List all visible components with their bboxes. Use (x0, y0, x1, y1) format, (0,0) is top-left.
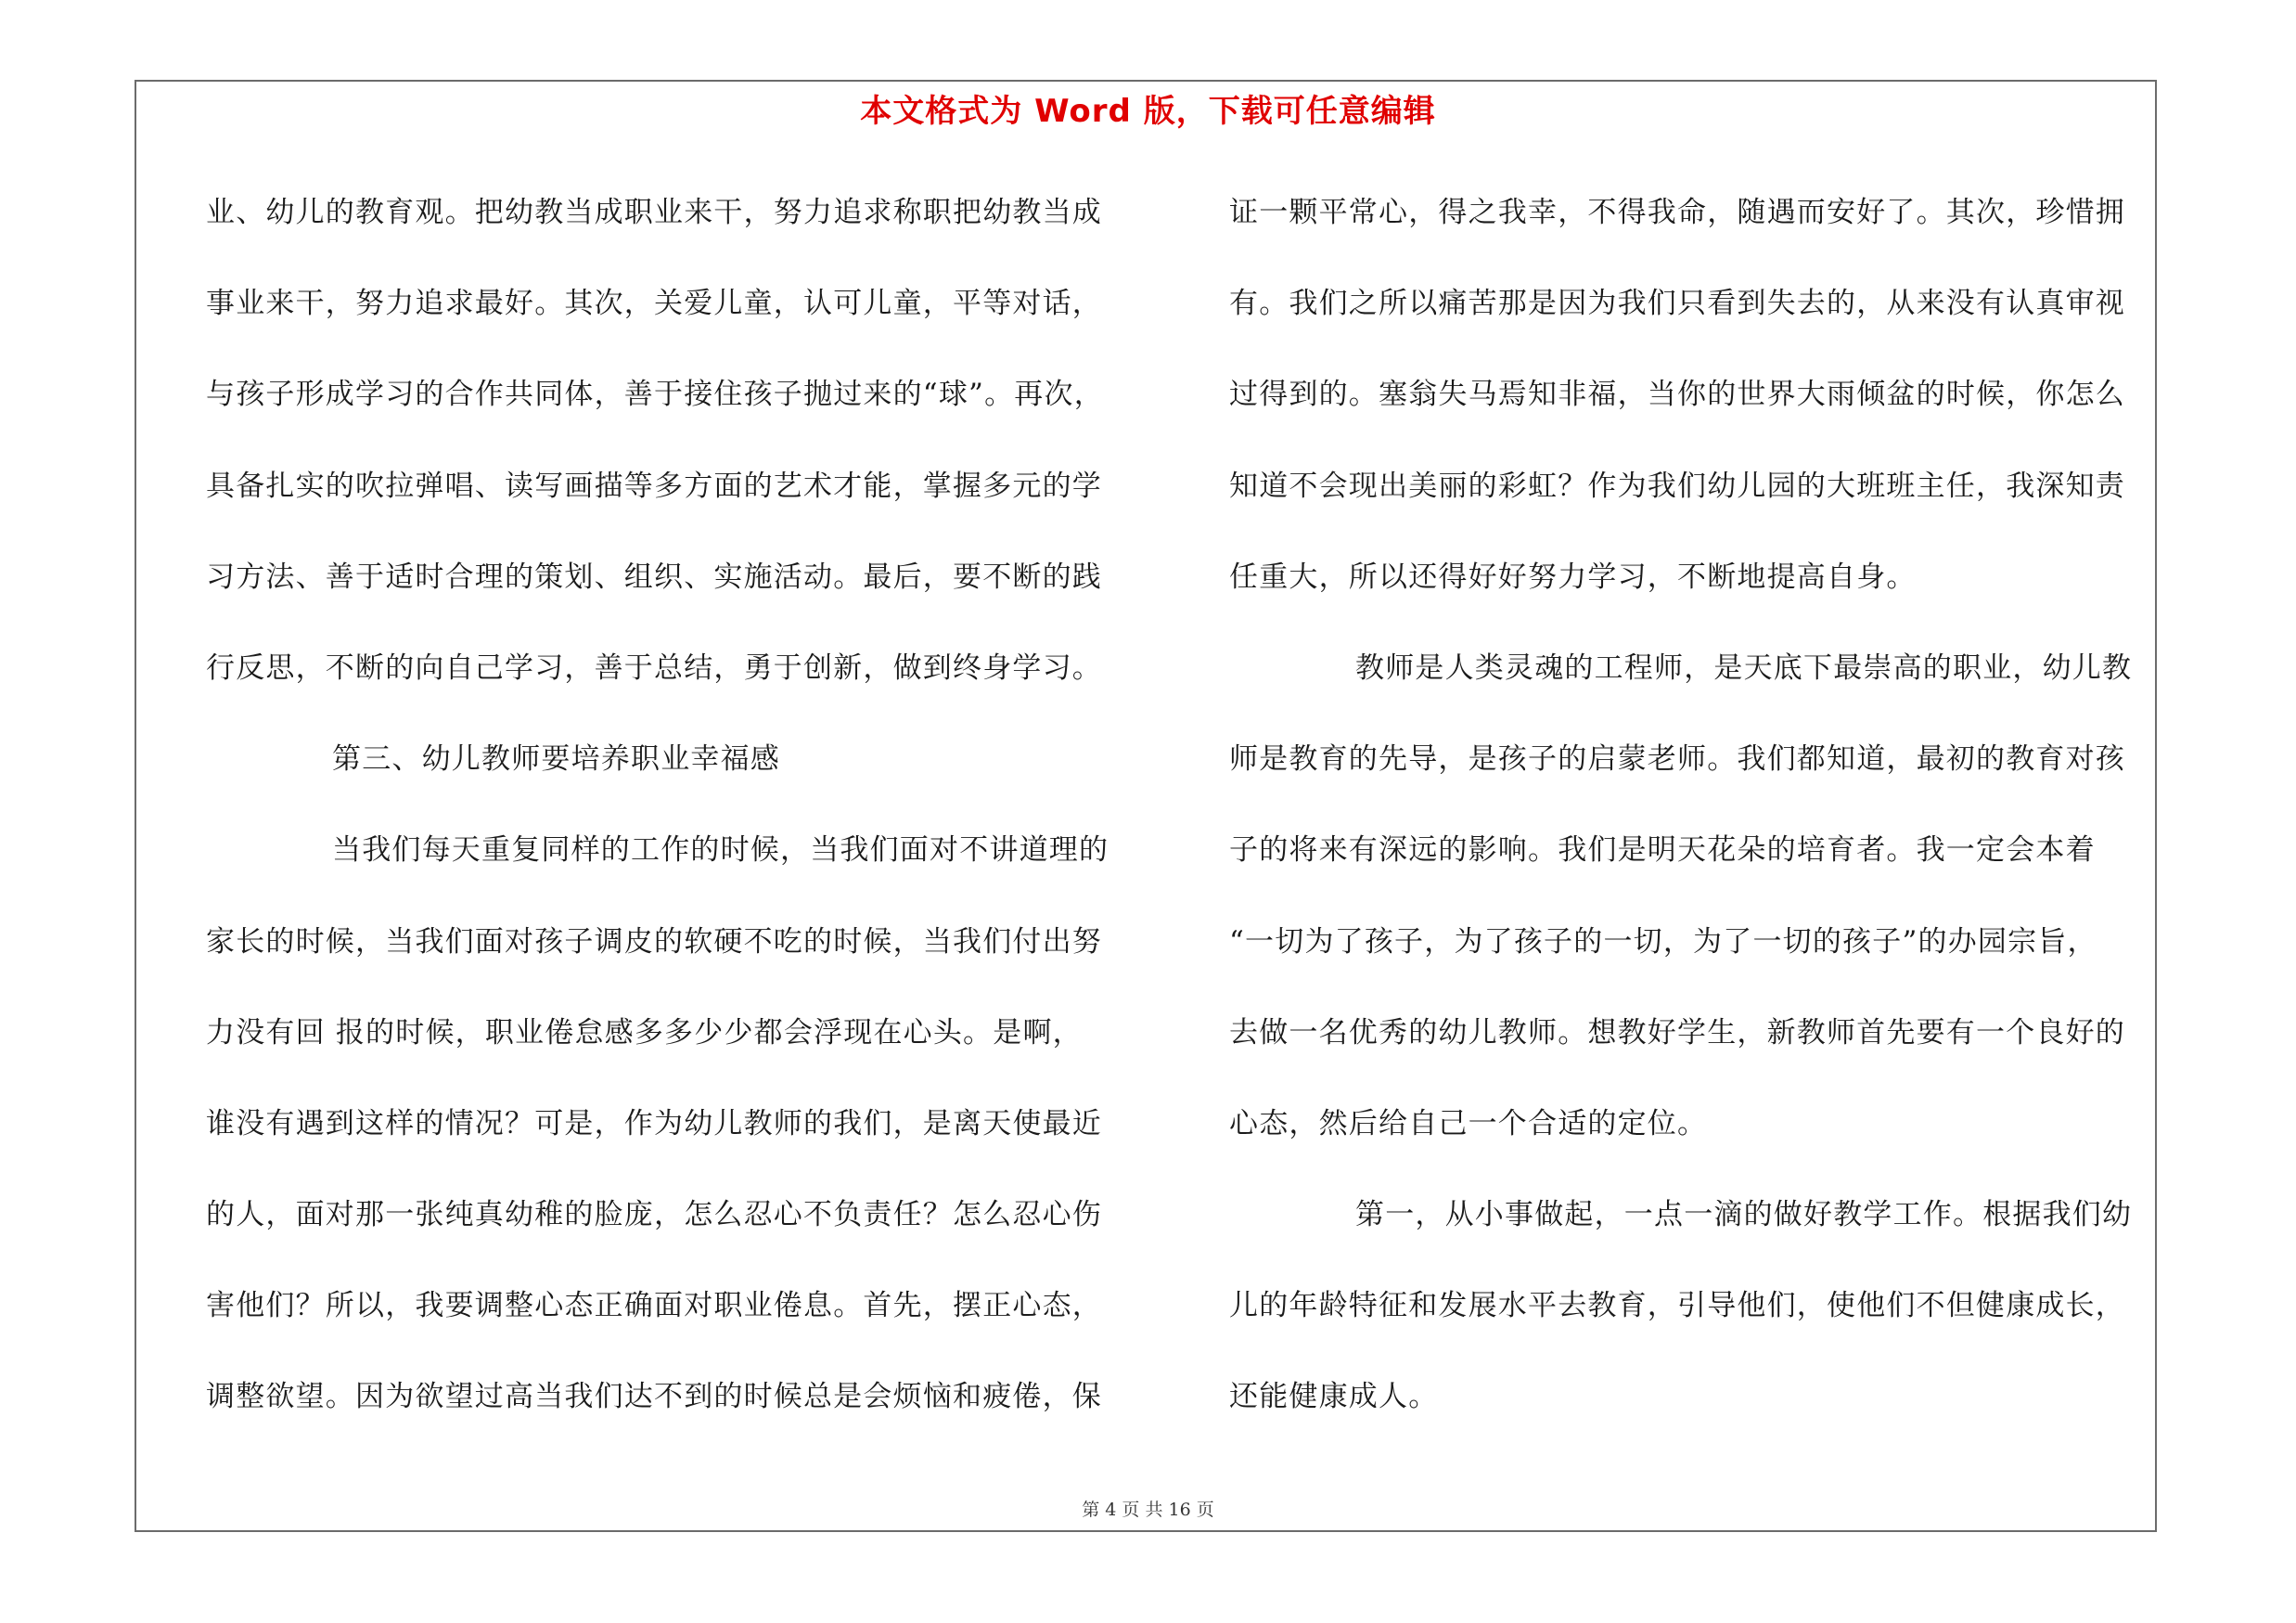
right-text-column (1229, 185, 2152, 1461)
text-line: 过得到的。塞翁失马焉知非福，当你的世界大雨倾盆的时候，你怎么 (1229, 378, 2125, 412)
text-line: 儿的年龄特征和发展水平去教育，引导他们，使他们不但健康成长， (1229, 1289, 2125, 1323)
text-line: 与孩子形成学习的合作共同体，善于接住孩子抛过来的“球”。再次， (206, 378, 1104, 412)
page-number-footer: 第 4 页 共 16 页 (1082, 1500, 1214, 1520)
text-line: 力没有回 报的时候，职业倦怠感多多少少都会浮现在心头。是啊， (206, 1015, 1083, 1050)
text-line: 害他们？所以，我要调整心态正确面对职业倦息。首先，摆正心态， (206, 1289, 1102, 1323)
text-line: 子的将来有深远的影响。我们是明天花朵的培育者。我一定会本着 (1229, 833, 2096, 868)
text-line: 还能健康成人。 (1229, 1380, 1439, 1414)
paragraph-start-line: 当我们每天重复同样的工作的时候，当我们面对不讲道理的 (332, 833, 1110, 868)
text-line: 谁没有遇到这样的情况？可是，作为幼儿教师的我们，是离天使最近 (206, 1106, 1102, 1140)
paragraph-start-line: 第一，从小事做起，一点一滴的做好教学工作。根据我们幼 (1355, 1198, 2133, 1232)
text-line: 任重大，所以还得好好努力学习，不断地提高自身。 (1229, 560, 1917, 594)
paragraph-start-line: 教师是人类灵魂的工程师，是天底下最崇高的职业，幼儿教 (1355, 650, 2133, 685)
text-line: 调整欲望。因为欲望过高当我们达不到的时候总是会烦恼和疲倦，保 (206, 1380, 1102, 1414)
text-line: 师是教育的先导，是孩子的启蒙老师。我们都知道，最初的教育对孩 (1229, 742, 2125, 777)
text-line: “一切为了孩子，为了孩子的一切，为了一切的孩子”的办园宗旨， (1229, 924, 2097, 959)
text-line: 有。我们之所以痛苦那是因为我们只看到失去的，从来没有认真审视 (1229, 287, 2125, 321)
text-line: 具备扎实的吹拉弹唱、读写画描等多方面的艺术才能，掌握多元的学 (206, 469, 1102, 503)
text-line: 的人，面对那一张纯真幼稚的脸庞，怎么忍心不负责任？怎么忍心伤 (206, 1198, 1102, 1232)
text-line: 习方法、善于适时合理的策划、组织、实施活动。最后，要不断的践 (206, 560, 1102, 594)
document-header-title: 本文格式为 Word 版，下载可任意编辑 (860, 93, 1436, 130)
section-heading: 第三、幼儿教师要培养职业幸福感 (332, 742, 780, 777)
text-line: 心态，然后给自己一个合适的定位。 (1229, 1106, 1708, 1140)
text-line: 知道不会现出美丽的彩虹？作为我们幼儿园的大班班主任，我深知责 (1229, 469, 2125, 503)
left-text-column (206, 185, 1129, 1461)
text-line: 去做一名优秀的幼儿教师。想教好学生，新教师首先要有一个良好的 (1229, 1015, 2125, 1050)
text-line: 证一颗平常心，得之我幸，不得我命，随遇而安好了。其次，珍惜拥 (1229, 196, 2125, 229)
text-line: 业、幼儿的教育观。把幼教当成职业来干，努力追求称职把幼教当成 (206, 196, 1102, 229)
text-line: 行反思，不断的向自己学习，善于总结，勇于创新，做到终身学习。 (206, 650, 1102, 685)
text-line: 事业来干，努力追求最好。其次，关爱儿童，认可儿童，平等对话， (206, 287, 1102, 321)
text-line: 家长的时候，当我们面对孩子调皮的软硬不吃的时候，当我们付出努 (206, 924, 1102, 959)
